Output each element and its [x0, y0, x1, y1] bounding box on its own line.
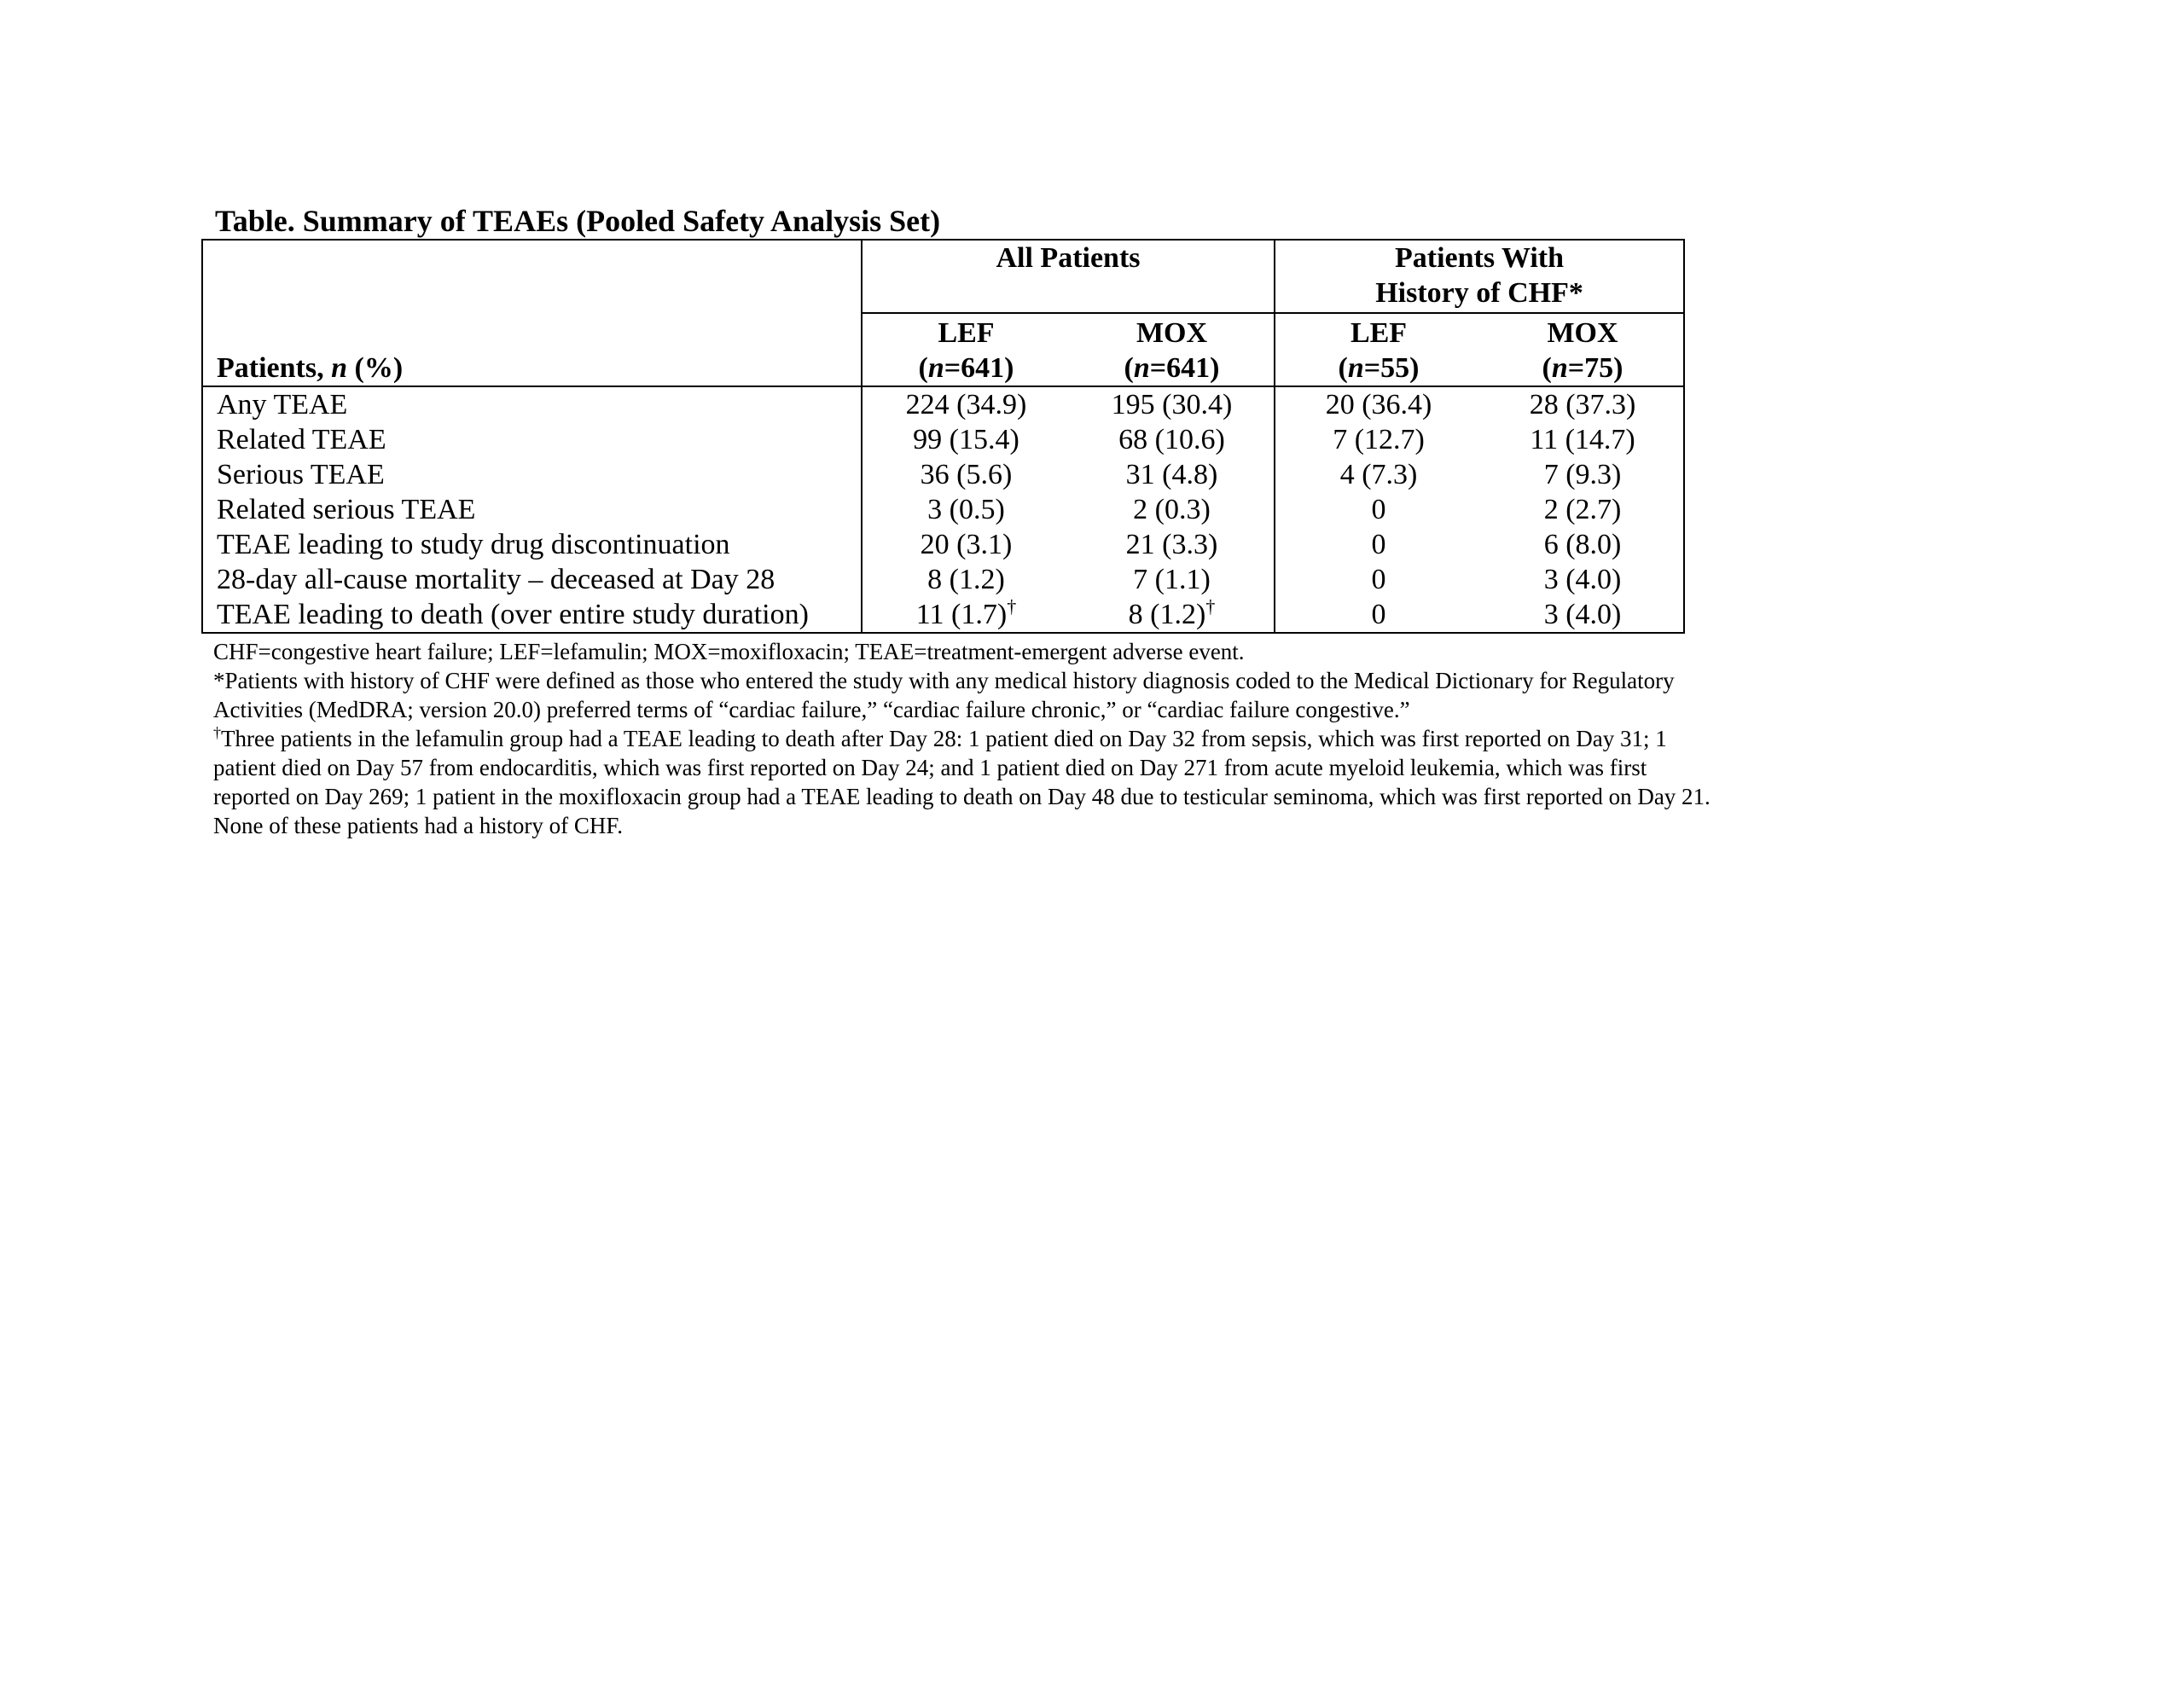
cell-value: 31 (4.8): [1125, 459, 1218, 490]
cell-value: 8 (1.2): [862, 562, 1070, 597]
n-value: =75: [1567, 352, 1614, 384]
n-value: =641: [944, 352, 1005, 384]
cell-value: 6 (8.0): [1482, 527, 1684, 562]
table-row: [202, 422, 1684, 457]
teae-summary-table: [201, 239, 1685, 634]
header-empty-cell: [202, 240, 862, 313]
table-title: Table. Summary of TEAEs (Pooled Safety Analysis Set): [215, 204, 941, 238]
n-value: =55: [1363, 352, 1410, 384]
cell-value: 0: [1275, 597, 1482, 633]
cell-value: 2 (2.7): [1482, 492, 1684, 527]
row-header-label: [202, 313, 862, 386]
cell-value: 7 (12.7): [1275, 422, 1482, 457]
column-header-name: LEF: [1350, 317, 1408, 349]
cell-value: 3 (4.0): [1482, 597, 1684, 633]
row-label: TEAE leading to death (over entire study duration): [202, 597, 862, 633]
row-header-prefix: Patients,: [217, 352, 332, 384]
table-row: [202, 492, 1684, 527]
n-value: =641: [1149, 352, 1211, 384]
cell-value: 195 (30.4): [1111, 389, 1233, 420]
column-header-lef-all: [862, 313, 1070, 386]
cell-value: 4 (7.3): [1275, 457, 1482, 492]
table-footnotes: [213, 637, 1715, 840]
table-row: [202, 597, 1684, 633]
cell-value: 0: [1275, 492, 1482, 527]
group-header-chf-history: [1275, 240, 1684, 313]
column-header-n: (n=641): [1124, 352, 1220, 384]
cell-value: 68 (10.6): [1118, 424, 1225, 455]
dagger-footnote-mark: †: [1007, 595, 1017, 617]
column-header-n: (n=641): [918, 352, 1014, 384]
cell-value: 7 (9.3): [1482, 457, 1684, 492]
column-header-name: LEF: [938, 317, 995, 349]
table-row: [202, 527, 1684, 562]
cell-value: 28 (37.3): [1482, 386, 1684, 422]
cell-value-text: 8 (1.2): [1128, 599, 1206, 630]
row-header-suffix: (%): [347, 352, 404, 384]
cell-value: 2 (0.3): [1133, 494, 1211, 525]
cell-value: 21 (3.3): [1125, 529, 1218, 560]
dagger-footnote-mark: †: [1205, 595, 1216, 617]
footnote-dagger: [213, 724, 1715, 840]
cell-value: 99 (15.4): [862, 422, 1070, 457]
group-header-all-patients: [862, 240, 1275, 313]
row-label: Related serious TEAE: [202, 492, 862, 527]
dagger-mark: †: [213, 724, 221, 741]
table-column-header-row: [202, 313, 1684, 386]
row-label: Related TEAE: [202, 422, 862, 457]
footnote-abbreviations: CHF=congestive heart failure; LEF=lefamulin; MOX=moxifloxacin; TEAE=treatment-emergent adverse event.: [213, 639, 1245, 664]
n-italic: n: [927, 352, 944, 384]
table-row: [202, 386, 1684, 422]
group-header-line: Patients With: [1395, 242, 1565, 274]
row-label: Serious TEAE: [202, 457, 862, 492]
column-header-mox-all: [1070, 313, 1275, 386]
column-header-mox-chf: [1482, 313, 1684, 386]
table-row: [202, 562, 1684, 597]
table-row: [202, 457, 1684, 492]
row-header-italic-n: n: [331, 352, 348, 384]
cell-value: [862, 597, 1070, 633]
group-header-line: History of CHF*: [1375, 277, 1583, 309]
row-label: 28-day all-cause mortality – deceased at Day 28: [202, 562, 862, 597]
column-header-name: MOX: [1547, 317, 1618, 349]
column-header-n: (n=55): [1338, 352, 1420, 384]
cell-value: 3 (0.5): [862, 492, 1070, 527]
document-page: [213, 203, 1711, 840]
row-label: Any TEAE: [202, 386, 862, 422]
cell-value-text: 11 (1.7): [915, 599, 1008, 630]
cell-value: 7 (1.1): [1133, 564, 1211, 595]
footnote-star: *Patients with history of CHF were defined as those who entered the study with any medical history diagnosis coded to the Medical Dictionary for Regulatory Activities (MedDRA; version 20.0) preferred terms of “cardiac failure,” “cardiac failure chronic,” or “cardiac failure congestive.”: [213, 668, 1675, 722]
group-header-line: All Patients: [996, 242, 1141, 274]
cell-value: [1070, 597, 1275, 633]
column-header-lef-chf: [1275, 313, 1482, 386]
column-header-name: MOX: [1136, 317, 1208, 349]
cell-value: 36 (5.6): [862, 457, 1070, 492]
table-group-header-row: [202, 240, 1684, 313]
n-italic: n: [1133, 352, 1150, 384]
n-italic: n: [1347, 352, 1364, 384]
column-header-n: (n=75): [1542, 352, 1623, 384]
footnote-dagger-text: Three patients in the lefamulin group had a TEAE leading to death after Day 28: 1 patient died on Day 32 from sepsis, which was first reported on Day 31; 1 patient died on Day 57 from endocarditis, which was first reported on Day 24; and 1 patient died on Day 271 from acute myeloid leukemia, which was first reported on Day 269; 1 patient in the moxifloxacin group had a TEAE leading to death on Day 48 due to testicular seminoma, which was first reported on Day 21. None of these patients had a history of CHF.: [213, 726, 1711, 838]
cell-value: 3 (4.0): [1482, 562, 1684, 597]
cell-value: 20 (36.4): [1275, 386, 1482, 422]
row-label: TEAE leading to study drug discontinuation: [202, 527, 862, 562]
cell-value: 224 (34.9): [862, 386, 1070, 422]
cell-value: 20 (3.1): [862, 527, 1070, 562]
cell-value: 0: [1275, 527, 1482, 562]
cell-value: 11 (14.7): [1482, 422, 1684, 457]
cell-value: 0: [1275, 562, 1482, 597]
n-italic: n: [1551, 352, 1568, 384]
